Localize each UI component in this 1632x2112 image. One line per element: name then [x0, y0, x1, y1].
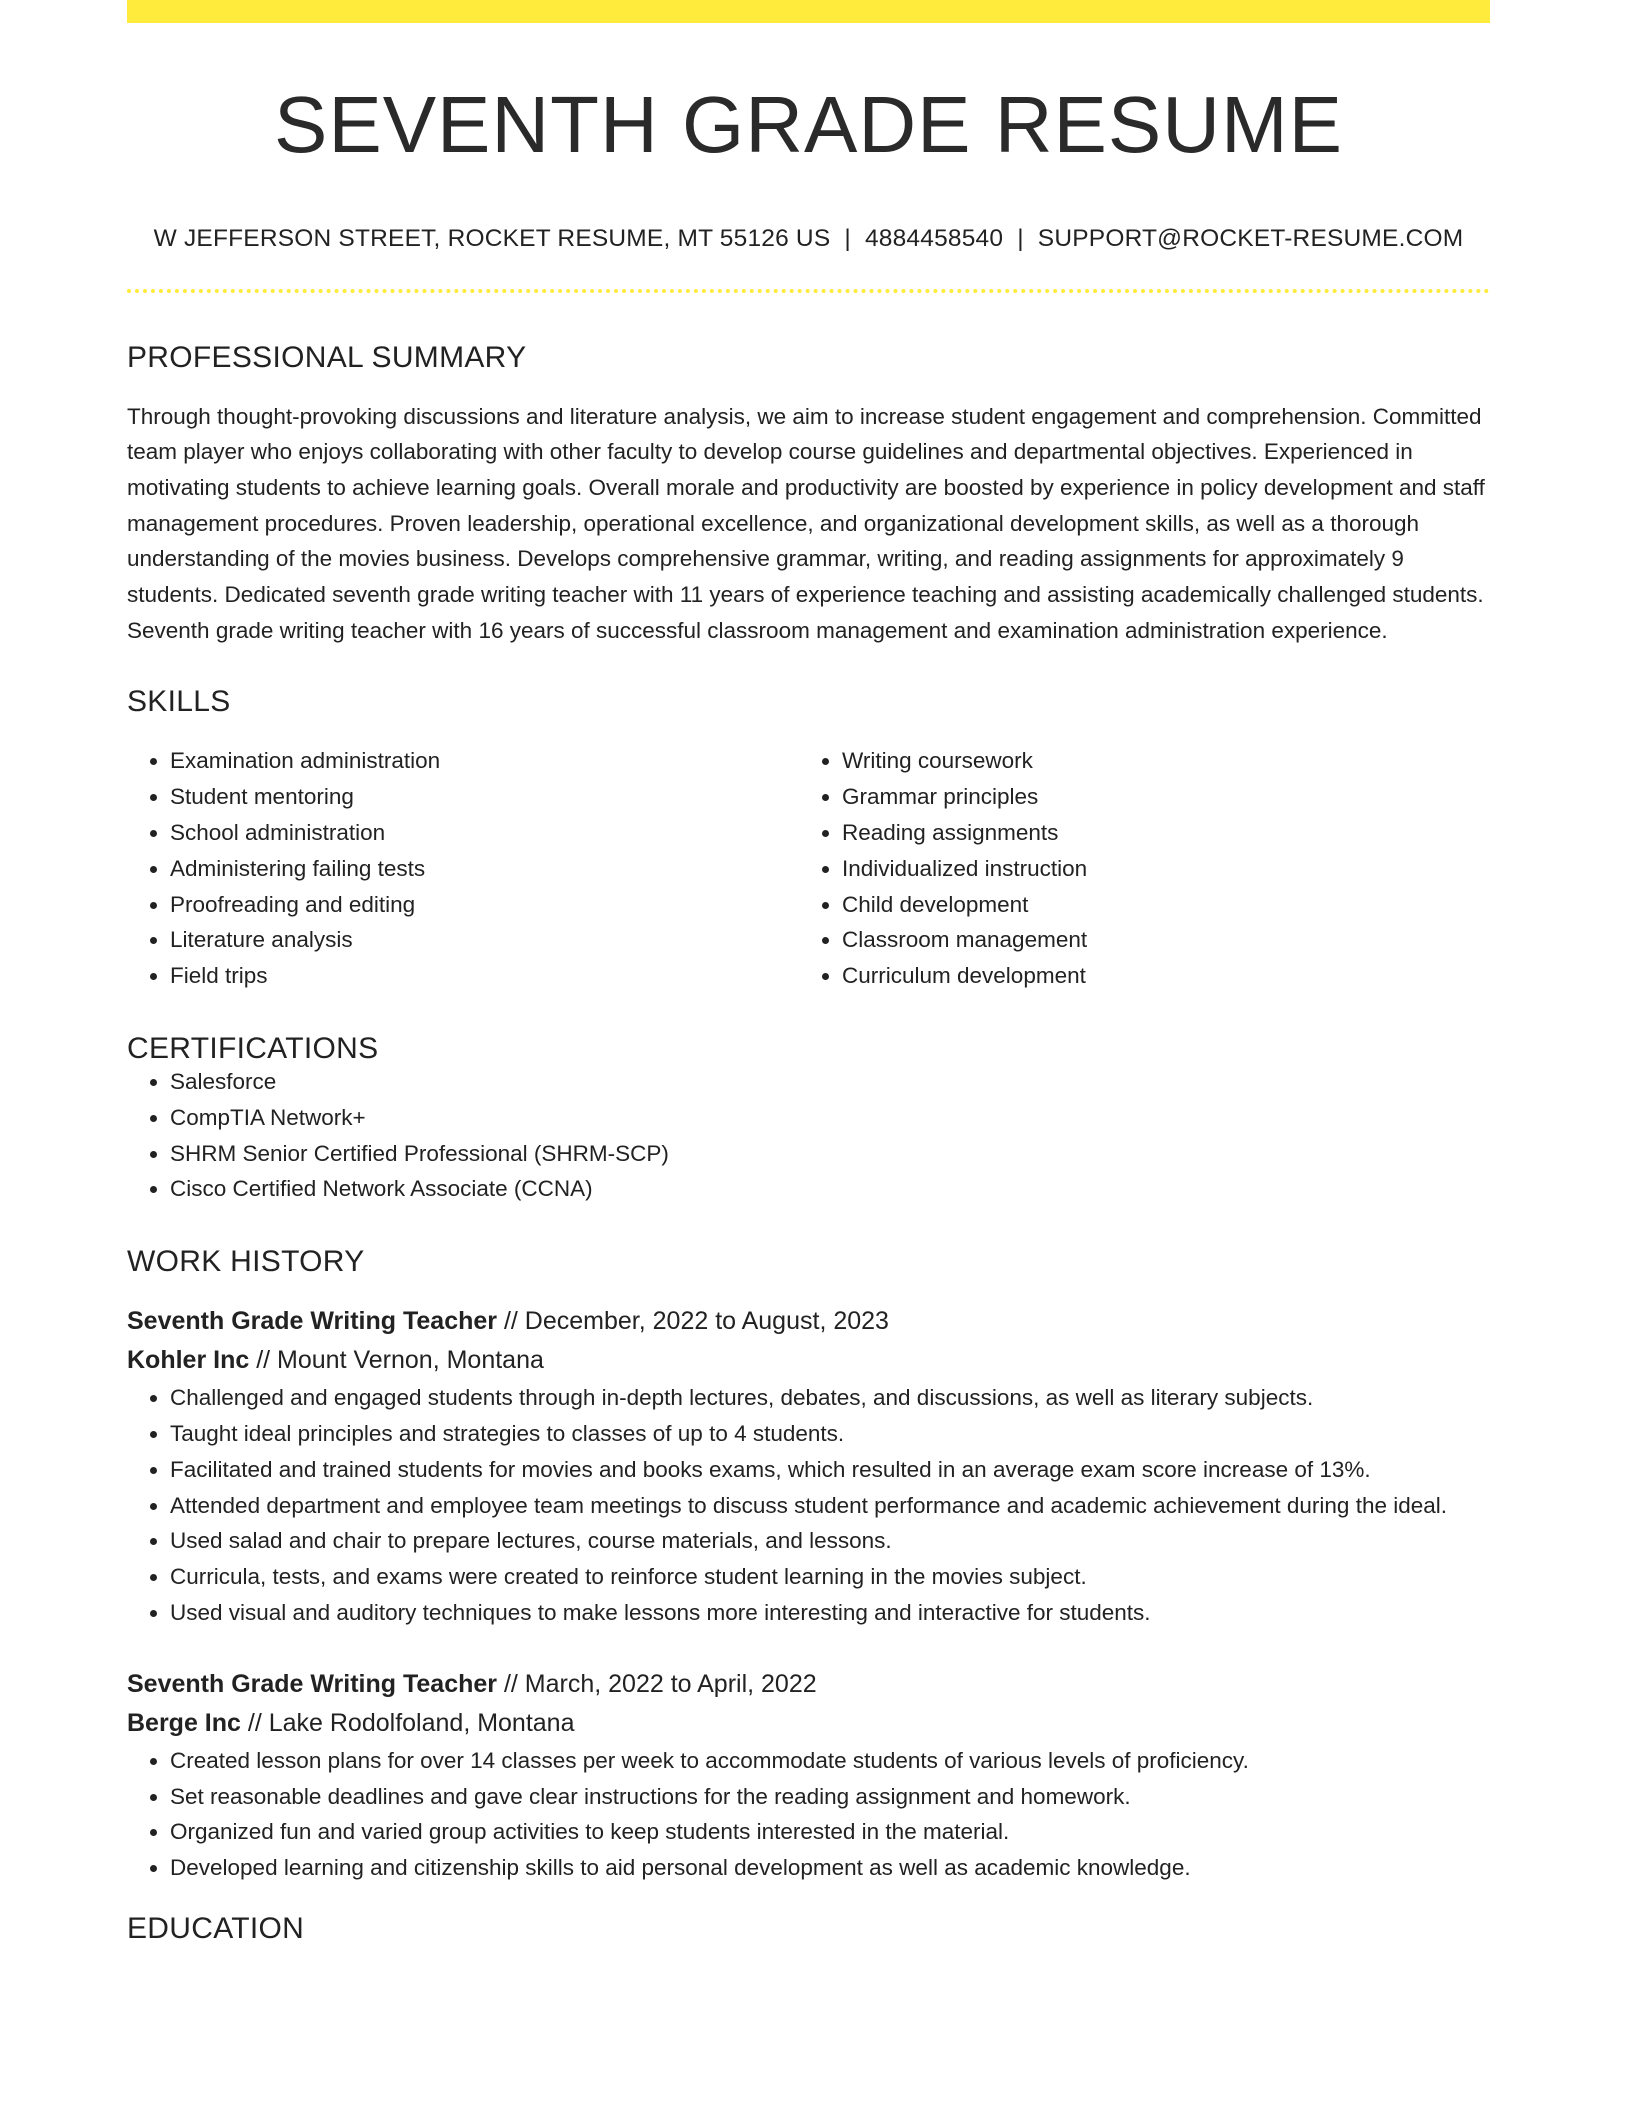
contact-phone: 4884458540 — [864, 225, 1004, 252]
skill-item: • Child development — [842, 887, 1471, 923]
certification-item: • Cisco Certified Network Associate (CCNA) — [170, 1171, 1490, 1207]
job-company: Kohler Inc — [127, 1346, 250, 1375]
skill-item: • Student mentoring — [170, 779, 799, 815]
certifications-list — [127, 1064, 1490, 1207]
job-bullet: • Attended department and employee team meetings to discuss student performance and academic achievement during the ideal. — [170, 1488, 1490, 1524]
resume-page — [127, 0, 1490, 1944]
job-entry — [127, 1665, 1490, 1886]
contact-line — [127, 227, 1490, 252]
job-dates: // December, 2022 to August, 2023 — [497, 1307, 889, 1336]
work-history-heading: WORK HISTORY — [127, 1245, 365, 1279]
skills-column-right — [799, 743, 1471, 994]
skill-item: • Literature analysis — [170, 922, 799, 958]
summary-text: Through thought-provoking discussions and literature analysis, we aim to increase student engagement and comprehension. Committed team player who enjoys collaborating with other faculty to develop course guidelines and departmental objectives. Experienced in motivating students to achieve learning goals. Overall morale and productivity are boosted by experience in policy development and staff management procedures. Proven leadership, operational excellence, and organizational development skills, as well as a thorough understanding of the movies business. Develops comprehensive grammar, writing, and reading assignments for approximately 9 students. Dedicated seventh grade writing teacher with 11 years of experience teaching and assisting academically challenged students. Seventh grade writing teacher with 16 years of successful classroom management and examination administration experience. — [127, 403, 1485, 643]
skills-list-left — [127, 743, 799, 994]
job-bullet: • Used visual and auditory techniques to make lessons more interesting and interactive for students. — [170, 1595, 1490, 1631]
job-company: Berge Inc — [127, 1708, 241, 1737]
job-role: Seventh Grade Writing Teacher — [127, 1307, 498, 1336]
job-bullet: • Taught ideal principles and strategies to classes of up to 4 students. — [170, 1416, 1490, 1452]
job-bullet: • Created lesson plans for over 14 classes per week to accommodate students of various levels of proficiency. — [170, 1743, 1490, 1779]
resume-title: SEVENTH GRADE RESUME — [273, 80, 1344, 169]
contact-address: W JEFFERSON STREET, ROCKET RESUME, MT 55126 US — [153, 225, 831, 252]
skill-item: • Writing coursework — [842, 743, 1471, 779]
skill-item: • Individualized instruction — [842, 851, 1471, 887]
job-company-line — [127, 1704, 1490, 1743]
certification-item: • SHRM Senior Certified Professional (SHRM-SCP) — [170, 1136, 1490, 1172]
skill-item: • Administering failing tests — [170, 851, 799, 887]
certification-item: • CompTIA Network+ — [170, 1100, 1490, 1136]
skill-item: • Proofreading and editing — [170, 887, 799, 923]
certification-item: • Salesforce — [170, 1064, 1490, 1100]
dotted-divider — [127, 289, 1490, 293]
top-accent-bar — [127, 0, 1490, 23]
skills-grid — [127, 743, 1490, 994]
job-title-line — [127, 1665, 1490, 1704]
job-location: // Mount Vernon, Montana — [249, 1346, 544, 1375]
job-dates: // March, 2022 to April, 2022 — [497, 1669, 817, 1698]
skills-heading: SKILLS — [127, 685, 231, 719]
skill-item: • Examination administration — [170, 743, 799, 779]
job-location: // Lake Rodolfoland, Montana — [240, 1708, 575, 1737]
job-bullets — [127, 1743, 1490, 1886]
job-entry — [127, 1302, 1490, 1631]
job-bullet: • Organized fun and varied group activities to keep students interested in the material. — [170, 1814, 1490, 1850]
skill-item: • Curriculum development — [842, 958, 1471, 994]
job-bullet: • Developed learning and citizenship skills to aid personal development as well as academic knowledge. — [170, 1850, 1490, 1886]
job-bullet: • Set reasonable deadlines and gave clear instructions for the reading assignment and homework. — [170, 1779, 1490, 1815]
contact-separator: | — [844, 225, 851, 252]
job-role: Seventh Grade Writing Teacher — [127, 1669, 498, 1698]
skill-item: • Classroom management — [842, 922, 1471, 958]
skill-item: • Reading assignments — [842, 815, 1471, 851]
skill-item: • Grammar principles — [842, 779, 1471, 815]
education-heading: EDUCATION — [127, 1911, 305, 1945]
contact-email: SUPPORT@ROCKET-RESUME.COM — [1037, 225, 1464, 252]
job-bullet: • Facilitated and trained students for movies and books exams, which resulted in an average exam score increase of 13%. — [170, 1452, 1490, 1488]
skills-column-left — [127, 743, 799, 994]
job-bullet: • Challenged and engaged students through in-depth lectures, debates, and discussions, as well as literary subjects. — [170, 1380, 1490, 1416]
certifications-heading: CERTIFICATIONS — [127, 1032, 379, 1065]
job-title-line — [127, 1302, 1490, 1341]
job-bullet: • Used salad and chair to prepare lectures, course materials, and lessons. — [170, 1523, 1490, 1559]
contact-separator: | — [1017, 225, 1024, 252]
summary-heading: PROFESSIONAL SUMMARY — [127, 340, 527, 374]
job-bullets — [127, 1380, 1490, 1631]
skill-item: • School administration — [170, 815, 799, 851]
skill-item: • Field trips — [170, 958, 799, 994]
job-bullet: • Curricula, tests, and exams were created to reinforce student learning in the movies subject. — [170, 1559, 1490, 1595]
skills-list-right — [799, 743, 1471, 994]
job-company-line — [127, 1341, 1490, 1380]
